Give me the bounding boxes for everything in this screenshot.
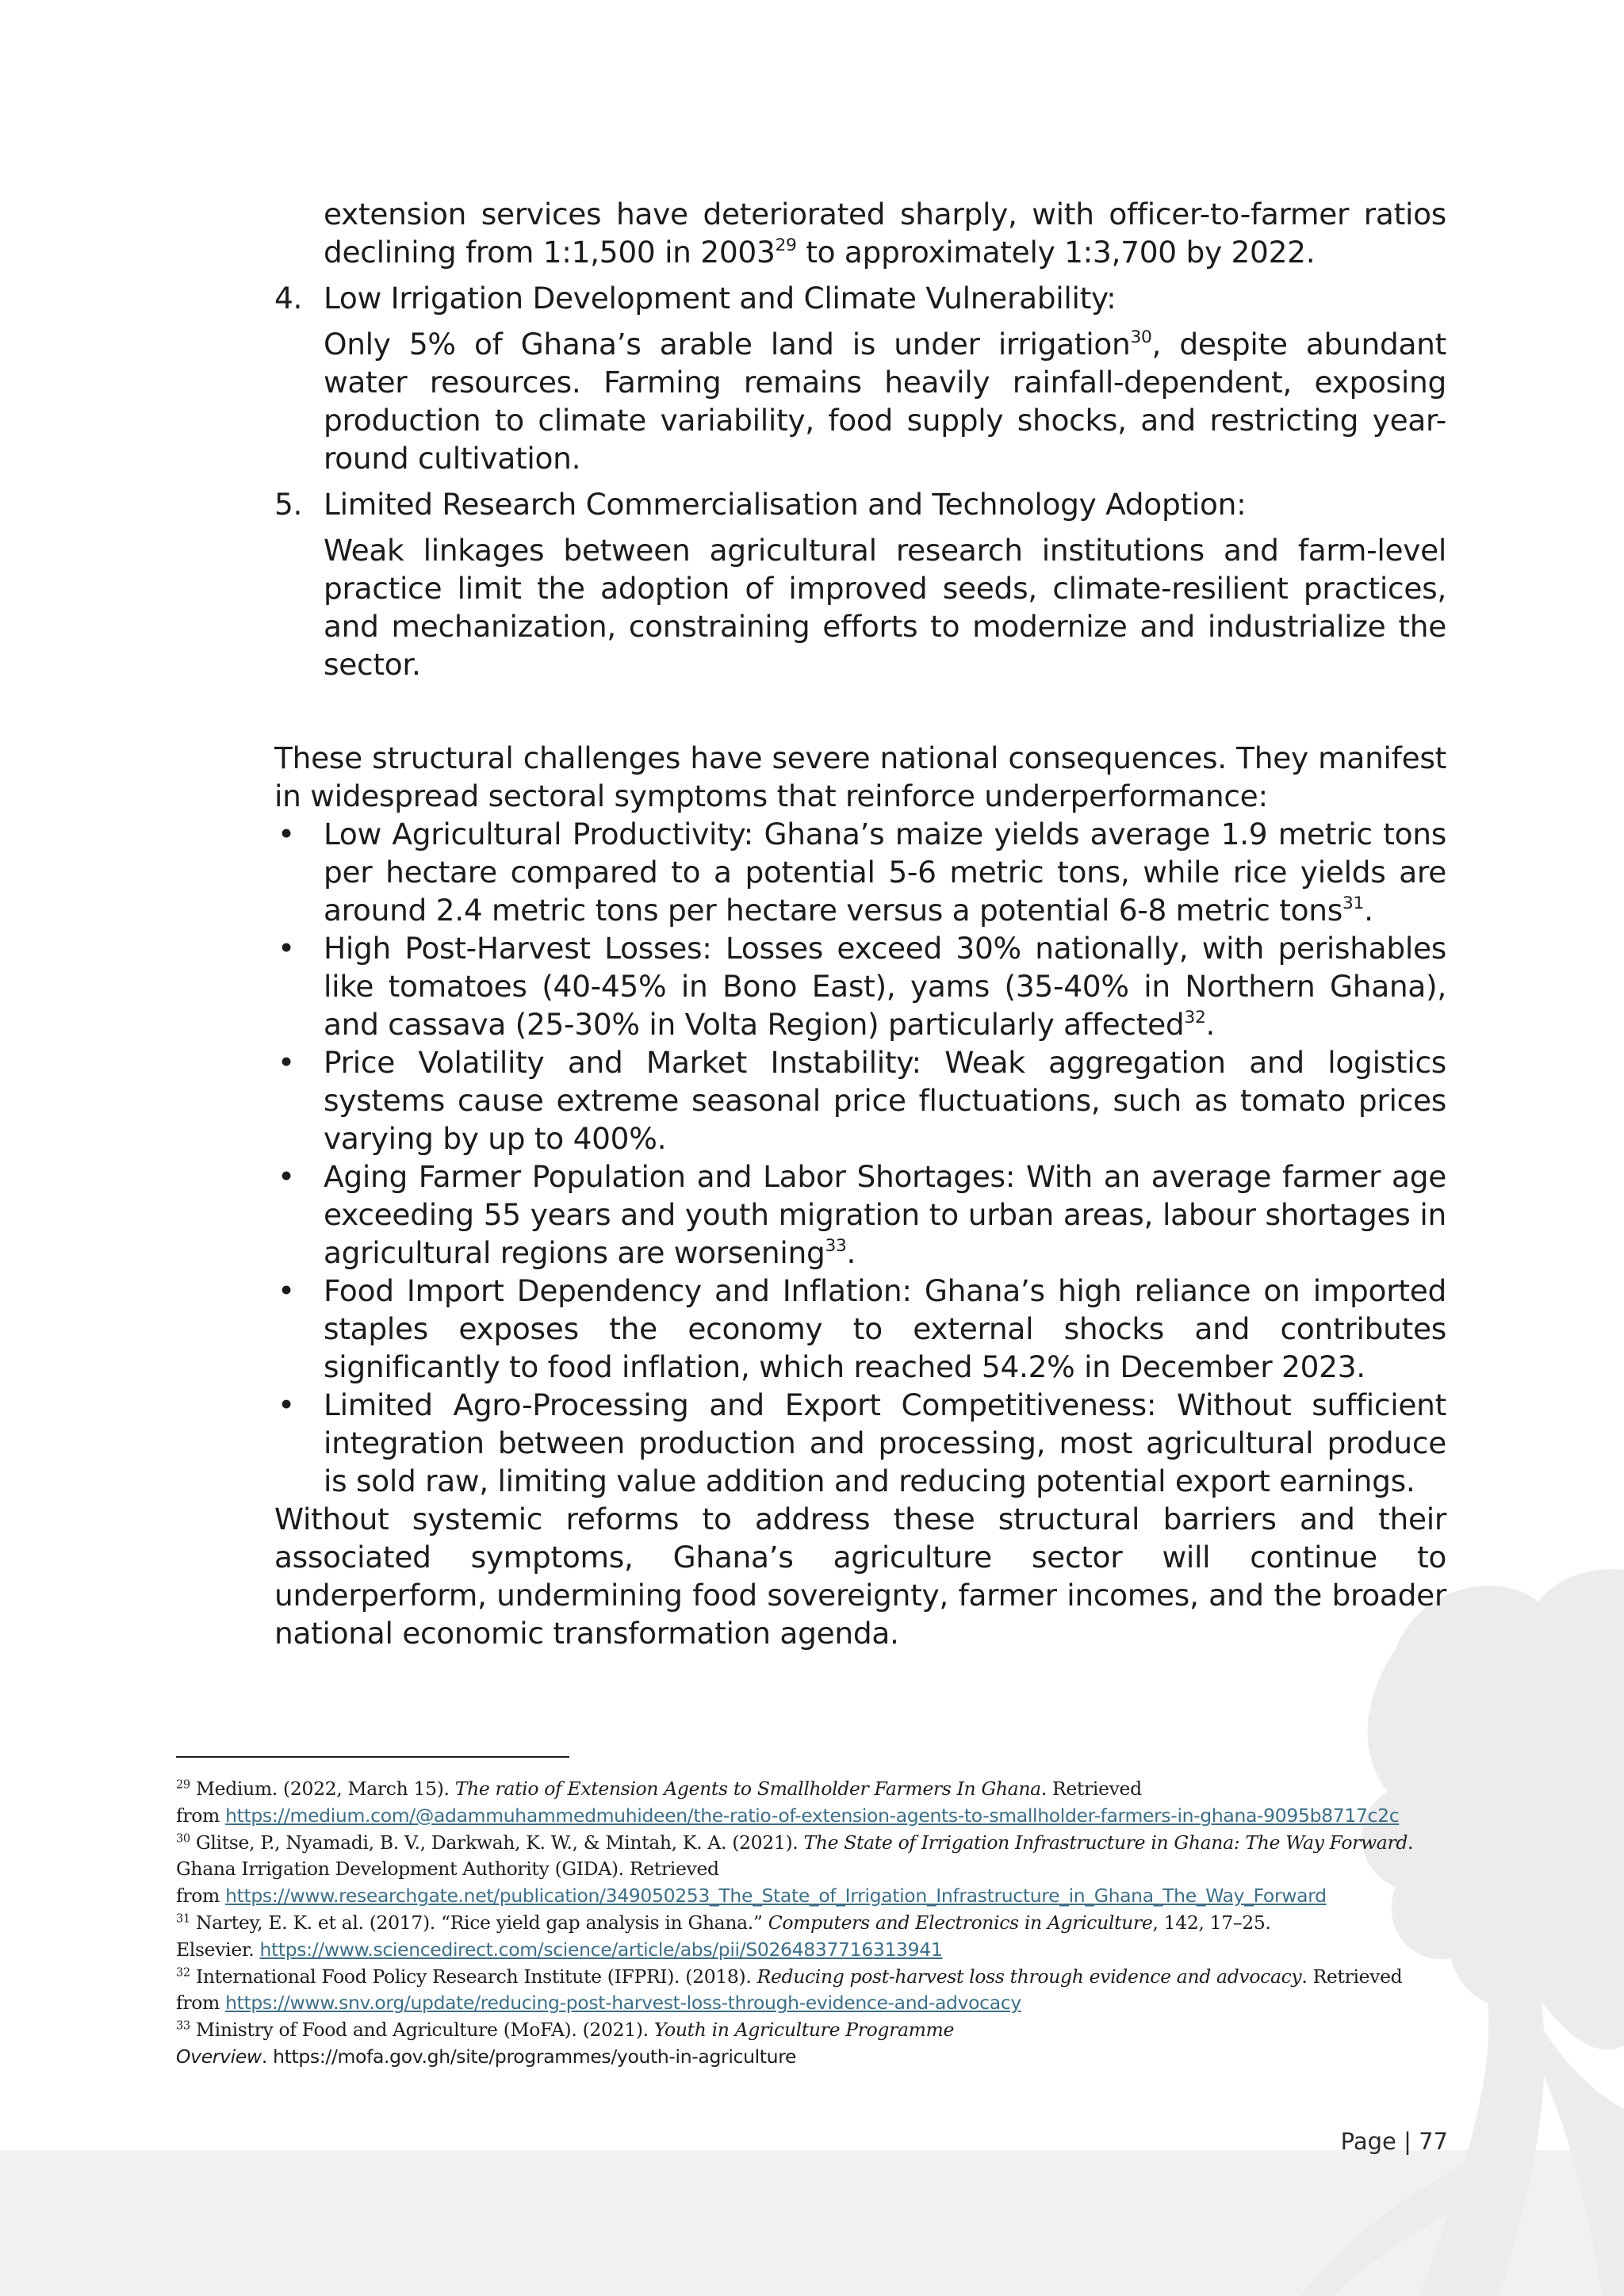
footnote-ref[interactable]: 32 bbox=[1184, 1007, 1206, 1027]
bullet-agro-processing: • Limited Agro-Processing and Export Competitiveness: Without sufficient integration between production and processing, most agricultural produce is sold raw, limiting value addition and reducing potential export earnings. bbox=[278, 1387, 1446, 1498]
bullet-marker: • bbox=[278, 1159, 295, 1194]
footnote-29: $^{29}$ Medium. (2022, March 15). The ratio of Extension Agents to Smallholder Farmers In Ghana. Retrieved from https://medium.com/@adammuhammedmuhideen/the-ratio-of-extension-agents-to-smallholder-farmers-in-ghana-9095b8717c2c bbox=[176, 1777, 1400, 1827]
footnote-ref[interactable]: 30 bbox=[1130, 327, 1152, 347]
numbered-item-5 bbox=[274, 485, 1446, 683]
conclusion-paragraph: Without systemic reforms to address these structural barriers and their associated symptoms, Ghana’s agriculture sector will continue to underperform, undermining food sovereignty, farmer incomes, and the broader national economic transformation agenda. bbox=[274, 1502, 1446, 1651]
item-title: Limited Research Commercialisation and Technology Adoption: bbox=[324, 487, 1247, 522]
bullet-marker: • bbox=[278, 1045, 295, 1080]
item-number: 4. bbox=[274, 281, 303, 316]
item-title: Low Irrigation Development and Climate Vulnerability: bbox=[324, 281, 1116, 316]
footnotes bbox=[176, 1776, 1445, 2071]
footnote-link[interactable]: https://medium.com/@adammuhammedmuhideen/the-ratio-of-extension-agents-to-smallholder-farmers-in-ghana-9095b8717c2c bbox=[225, 1804, 1400, 1827]
footnote-32: $^{32}$ International Food Policy Research Institute (IFPRI). (2018). Reducing post-harvest loss through evidence and advocacy. Retrieved from https://www.snv.org/update/reducing-post-harvest-loss-through-evidence-and-advocacy bbox=[176, 1965, 1403, 2015]
bullet-post-harvest: • High Post-Harvest Losses: Losses exceed 30% nationally, with perishables like tomatoes (40-45% in Bono East), yams (35-40% in Northern Ghana), and cassava (25-30% in Volta Region) particularly affected$^{32}$. bbox=[278, 931, 1446, 1042]
footnote-33: $^{33}$ Ministry of Food and Agriculture (MoFA). (2021). Youth in Agriculture Programme Overview. https://mofa.gov.gh/site/programmes/youth-in-agriculture bbox=[176, 2019, 955, 2068]
footnote-link[interactable]: https://www.sciencedirect.com/science/article/abs/pii/S0264837716313941 bbox=[259, 1938, 943, 1961]
bullet-marker: • bbox=[278, 817, 295, 851]
bullet-marker: • bbox=[278, 931, 295, 966]
item-number: 5. bbox=[274, 487, 303, 522]
bullet-marker: • bbox=[278, 1387, 295, 1422]
footnote-31: $^{31}$ Nartey, E. K. et al. (2017). “Rice yield gap analysis in Ghana.” Computers and Electronics in Agriculture, 142, 17–25. Elsevier. https://www.sciencedirect.com/science/article/abs/pii/S0264837716313941 bbox=[176, 1911, 1271, 1961]
numbered-item-4 bbox=[274, 279, 1446, 477]
footnote-separator bbox=[176, 1756, 569, 1758]
footnote-30: $^{30}$ Glitse, P., Nyamadi, B. V., Darkwah, K. W., & Mintah, K. A. (2021). The State of Irrigation Infrastructure in Ghana: The Way Forward. Ghana Irrigation Development Authority (GIDA). Retrieved from https://www.researchgate.net/publication/349050253_The_State_of_Irrigation_Infrastructure_in_Ghana_The_Way_Forward bbox=[176, 1831, 1414, 1908]
footnote-ref[interactable]: 31 bbox=[1342, 893, 1365, 913]
item-body: Only 5% of Ghana’s arable land is under irrigation$^{30}$, despite abundant water resources. Farming remains heavily rainfall-dependent, exposing production to climate variability, food supply shocks, and restricting year-round cultivation. bbox=[324, 327, 1446, 476]
footnote-link[interactable]: https://www.researchgate.net/publication/349050253_The_State_of_Irrigation_Infrastructure_in_Ghana_The_Way_Forward bbox=[225, 1885, 1327, 1908]
bullet-import-dependency: • Food Import Dependency and Inflation: Ghana’s high reliance on imported staples exposes the economy to external shocks and contributes significantly to food inflation, which reached 54.2% in December 2023. bbox=[278, 1273, 1446, 1384]
main-content bbox=[274, 195, 1446, 1652]
footnote-link[interactable]: https://www.snv.org/update/reducing-post-harvest-loss-through-evidence-and-advocacy bbox=[225, 1992, 1021, 2015]
bullet-productivity: • Low Agricultural Productivity: Ghana’s maize yields average 1.9 metric tons per hectare compared to a potential 5-6 metric tons, while rice yields are around 2.4 metric tons per hectare versus a potential 6-8 metric tons$^{31}$. bbox=[278, 817, 1446, 928]
bullet-aging-farmers: • Aging Farmer Population and Labor Shortages: With an average farmer age exceeding 55 years and youth migration to urban areas, labour shortages in agricultural regions are worsening$^{33}$. bbox=[278, 1159, 1446, 1270]
bullet-price-volatility: • Price Volatility and Market Instability: Weak aggregation and logistics systems cause extreme seasonal price fluctuations, such as tomato prices varying by up to 400%. bbox=[278, 1045, 1446, 1156]
bullet-marker: • bbox=[278, 1273, 295, 1308]
footnote-ref[interactable]: 29 bbox=[775, 235, 797, 255]
consequences-intro: These structural challenges have severe national consequences. They manifest in widespread sectoral symptoms that reinforce underperformance: bbox=[274, 740, 1446, 813]
page-number: Page | 77 bbox=[1340, 2128, 1448, 2155]
footnote-ref[interactable]: 33 bbox=[825, 1235, 847, 1256]
item-body: Weak linkages between agricultural research institutions and farm-level practice limit the adoption of improved seeds, climate-resilient practices, and mechanization, constraining efforts to modernize and industrialize the sector. bbox=[324, 533, 1446, 682]
paragraph-extension-continuation: extension services have deteriorated sharply, with officer-to-farmer ratios declining from 1:1,500 in 2003$^{29}$ to approximately 1:3,700 by 2022. bbox=[324, 197, 1446, 270]
